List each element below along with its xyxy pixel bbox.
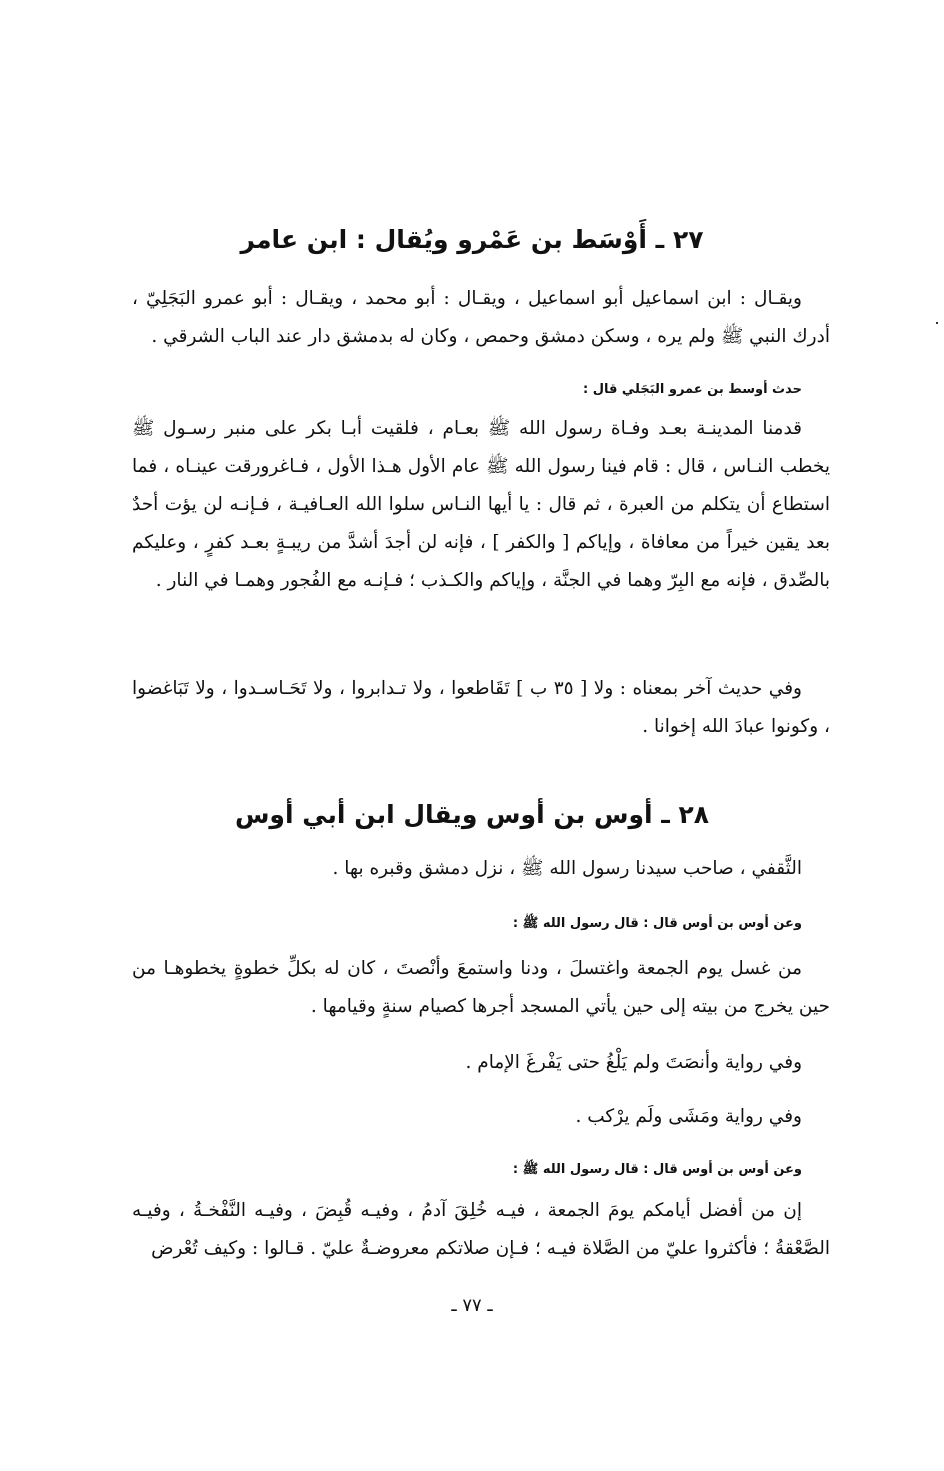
entry-28-isnad-2: وعن أوس بن أوس قال : قال رسول الله ﷺ : xyxy=(512,1162,802,1177)
entry-28-isnad-1: وعن أوس بن أوس قال : قال رسول الله ﷺ : xyxy=(512,916,802,931)
margin-mark xyxy=(936,322,938,324)
entry-27-variant-block xyxy=(132,670,830,746)
entry-28-variant-1: وفي رواية وأنصَتَ ولم يَلْغُ حتى يَفْرغَ الإمام . xyxy=(465,1052,802,1073)
entry-28-variant-2: وفي رواية ومَشَى ولَم يرْكب . xyxy=(575,1106,802,1127)
entry-27-intro: ويقـال : ابن اسماعيل أبو اسماعيل ، ويقـال : أبو محمد ، ويقـال : أبو عمرو البَجَلِيّ ، أدرك النبي ﷺ ولم يره ، وسكن دمشق وحمص ، وكان له بدمشق دار عند الباب الشرقي . xyxy=(132,288,830,347)
entry-28-intro-block xyxy=(132,850,830,888)
entry-28-hadith-2-block xyxy=(132,1192,830,1268)
entry-27-hadith-block xyxy=(132,410,830,600)
entry-27-hadith: قدمنا المدينـة بعـد وفـاة رسول الله ﷺ بعـام ، فلقيت أبـا بكر على منبر رسـول ﷺ يخطب النـاس ، قال : قام فينا رسول الله ﷺ عام الأول هـذا الأول ، فـاغرورقت عينـاه ، فما استطاع أن يتكلم من العبرة ، ثم قال : يا أيها النـاس سلوا الله العـافيـة ، فـإنـه لن يؤت أحدٌ بعد يقين خيراً من معافاة ، وإياكم [ والكفر ] ، فإنه لن أجدَ أشدَّ من ريبـةٍ بعـد كفرٍ ، وعليكم بالصِّدق ، فإنه مع البِرّ وهما في الجنَّة ، وإياكم والكـذب ؛ فـإنـه مع الفُجور وهمـا في النار . xyxy=(132,418,831,591)
entry-28-variant-2-block xyxy=(132,1098,830,1136)
entry-28-variant-1-block xyxy=(132,1044,830,1082)
entry-28-hadith-2: إن من أفضل أيامكم يومَ الجمعة ، فيـه خُلِقَ آدمُ ، وفيـه قُبِضَ ، وفيـه النَّفْخـةُ ، وفيـه الصَّعْقةُ ؛ فأكثروا عليّ من الصَّلاة فيـه ؛ فـإن صلاتكم معروضـةٌ عليّ . قـالوا : وكيف تُعْرض xyxy=(132,1200,830,1259)
entry-28-intro: الثَّقفي ، صاحب سيدنا رسول الله ﷺ ، نزل دمشق وقبره بها . xyxy=(332,858,802,879)
entry-28-title: ٢٨ ـ أوس بن أوس ويقال ابن أبي أوس xyxy=(234,800,710,829)
entry-27-variant: وفي حديث آخر بمعناه : ولا [ ٣٥ ب ] تَقَاطعوا ، ولا تـدابروا ، ولا تَحَـاسـدوا ، ولا تَبَاغضوا ، وكونوا عبادَ الله إخوانا . xyxy=(132,678,830,737)
entry-27-intro-block xyxy=(132,280,830,356)
entry-28-hadith-1-block xyxy=(132,950,830,1026)
entry-27-isnad: حدث أوسط بن عمرو البَجَلي قال : xyxy=(582,382,802,397)
entry-27-title: ٢٧ ـ أَوْسَط بن عَمْرو ويُقال : ابن عامر xyxy=(240,225,704,254)
page-number: ـ ٧٧ ـ xyxy=(451,1295,493,1316)
entry-28-isnad-1-block xyxy=(132,912,830,936)
entry-27-isnad-block xyxy=(132,378,830,402)
entry-28-isnad-2-block xyxy=(132,1158,830,1182)
entry-28-hadith-1: من غسل يوم الجمعة واغتسلَ ، ودنا واستمعَ وأنْصتَ ، كان له بكلِّ خطوةٍ يخطوهـا من حين يخرج من بيته إلى حين يأتي المسجد أجرها كصيام سنةٍ وقيامها . xyxy=(132,958,830,1017)
